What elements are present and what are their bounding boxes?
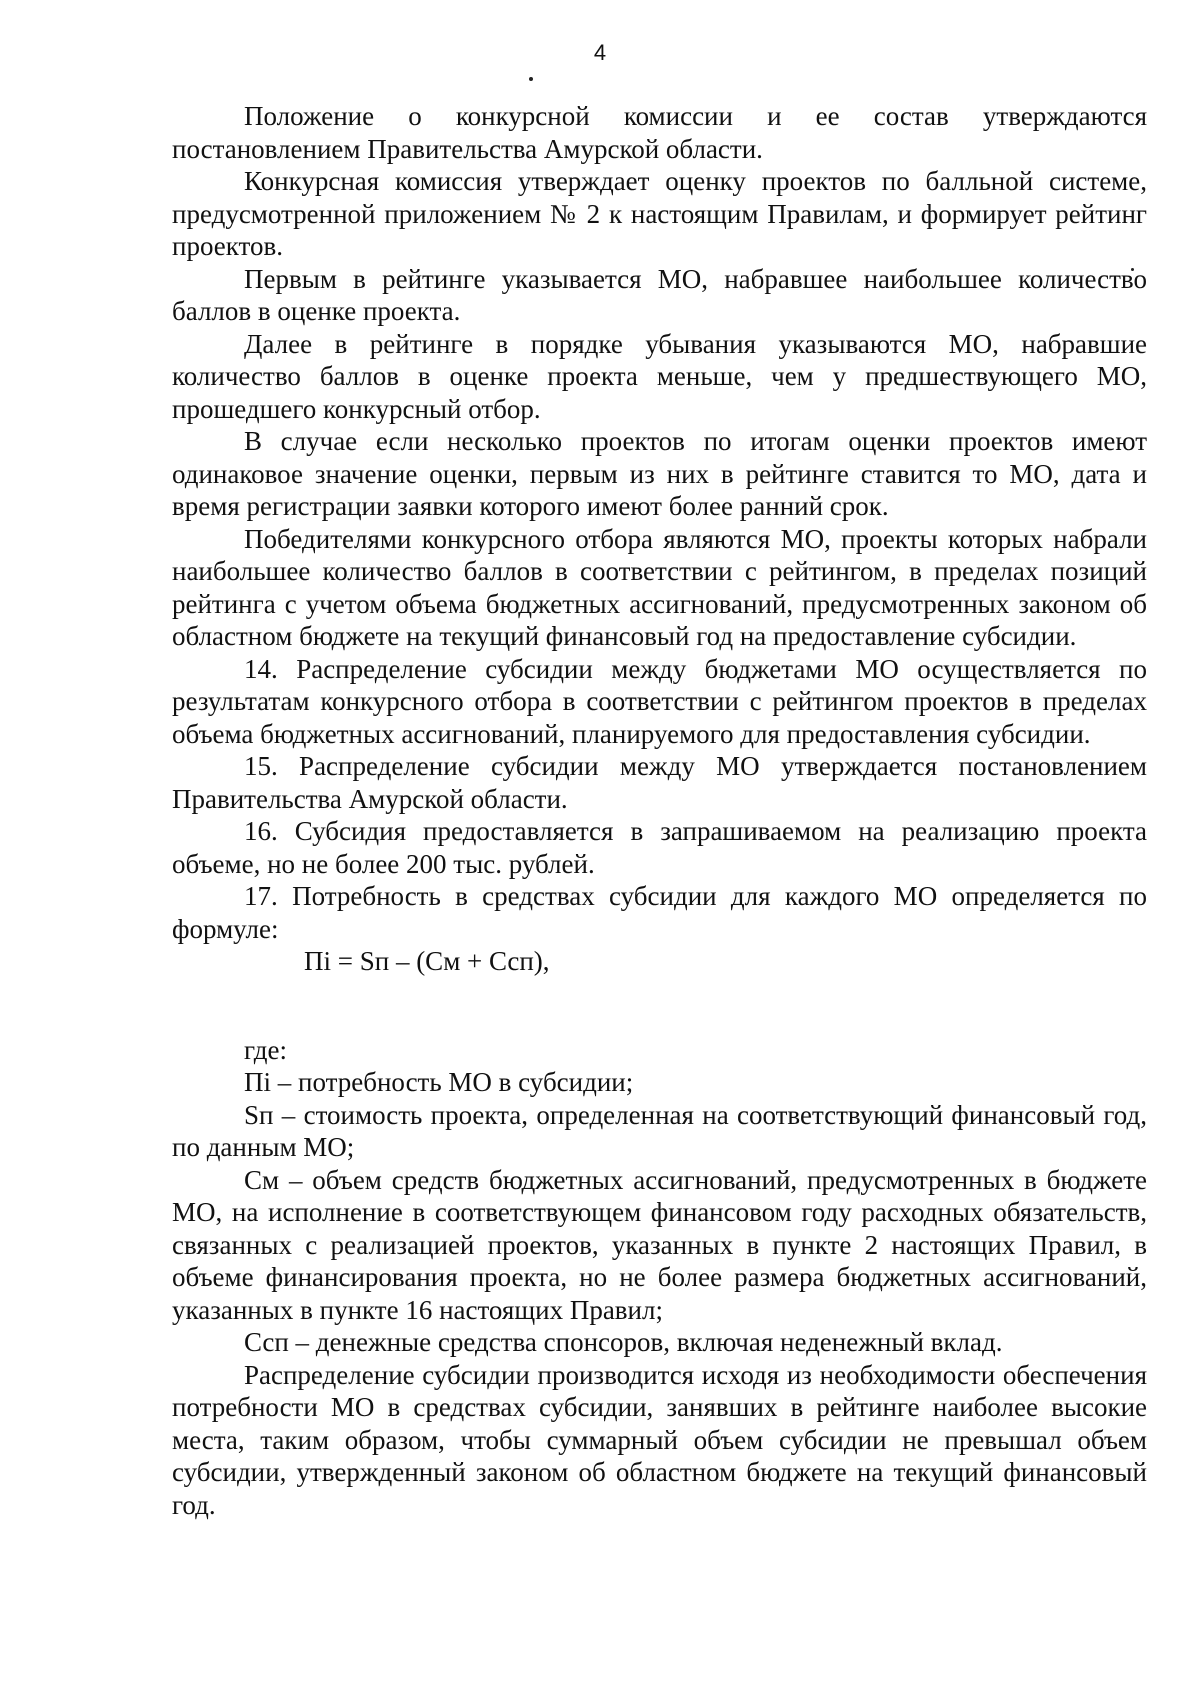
paragraph: Первым в рейтинге указывается МО, набравшее наибольшее количество баллов в оценке проекта. [172, 263, 1147, 326]
formula-definition: См – объем средств бюджетных ассигнований, предусмотренных в бюджете МО, на исполнение в соответствующем финансовом году расходных обязательств, связанных с реализацией проектов, указанных в пункте 2 настоящих Правил, в объеме финансирования проекта, но не более размера бюджетных ассигнований, указанных в пункте 16 настоящих Правил; [172, 1164, 1147, 1325]
document-body [172, 100, 1147, 1521]
scan-speck [529, 77, 533, 81]
paragraph: В случае если несколько проектов по итогам оценки проектов имеют одинаковое значение оценки, первым из них в рейтинге ставится то МО, дата и время регистрации заявки которого имеют более ранний срок. [172, 426, 1147, 521]
formula-where-label: где: [244, 1034, 287, 1065]
paragraph: Победителями конкурсного отбора являются МО, проекты которых набрали наибольшее количество баллов в соответствии с рейтингом, в пределах позиций рейтинга с учетом объема бюджетных ассигнований, предусмотренных законом об областном бюджете на текущий финансовый год на предоставление субсидии. [172, 523, 1147, 651]
page-number: 4 [593, 40, 607, 65]
formula-definition: Sп – стоимость проекта, определенная на соответствующий финансовый год, по данным МО; [172, 1099, 1147, 1162]
paragraph: Далее в рейтинге в порядке убывания указываются МО, набравшие количество баллов в оценке проекта меньше, чем у предшествующего МО, прошедшего конкурсный отбор. [172, 328, 1147, 424]
paragraph: Конкурсная комиссия утверждает оценку проектов по балльной системе, предусмотренной приложением № 2 к настоящим Правилам, и формирует рейтинг проектов. [172, 166, 1147, 261]
paragraph-item-14: 14. Распределение субсидии между бюджетами МО осуществляется по результатам конкурсного отбора в соответствии с рейтингом проектов в пределах объема бюджетных ассигнований, планируемого для предоставления субсидии. [172, 653, 1147, 749]
paragraph-item-17: 17. Потребность в средствах субсидии для каждого МО определяется по формуле: [172, 881, 1147, 944]
paragraph-item-16: 16. Субсидия предоставляется в запрашиваемом на реализацию проекта объеме, но не более 200 тыс. рублей. [172, 816, 1147, 879]
formula: Пi = Sп – (См + Ссп), [304, 946, 550, 976]
formula-definition: Пi – потребность МО в субсидии; [244, 1067, 634, 1097]
paragraph: Распределение субсидии производится исходя из необходимости обеспечения потребности МО в средствах субсидии, занявших в рейтинге наиболее высокие места, таким образом, чтобы суммарный объем субсидии не превышал объем субсидии, утвержденный законом об областном бюджете на текущий финансовый год. [172, 1359, 1147, 1520]
paragraph: Положение о конкурсной комиссии и ее состав утверждаются постановлением Правительства Амурской области. [172, 101, 1147, 164]
paragraph-item-15: 15. Распределение субсидии между МО утверждается постановлением Правительства Амурской области. [172, 751, 1147, 814]
formula-definition: Ссп – денежные средства спонсоров, включая неденежный вклад. [244, 1327, 1003, 1357]
